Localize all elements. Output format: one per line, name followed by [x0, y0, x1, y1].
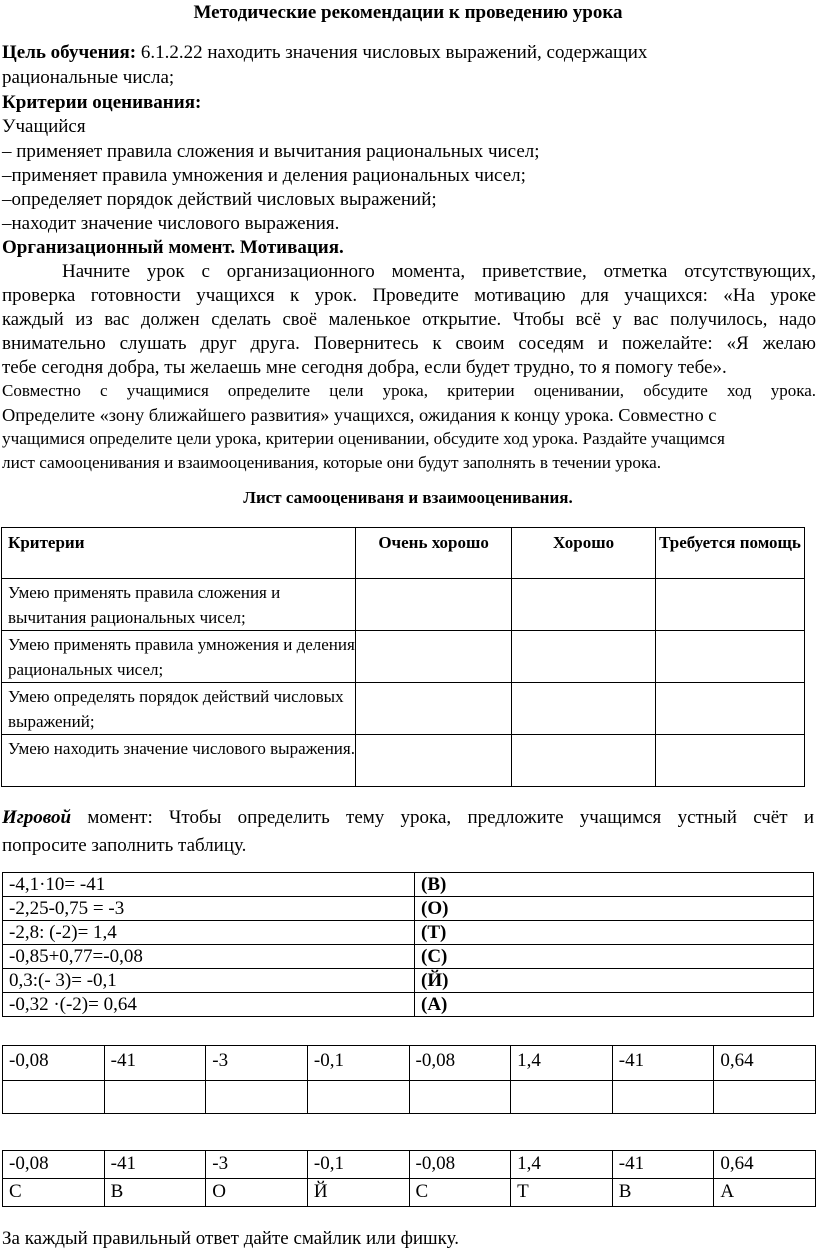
- criterion-cell: Умею находить значение числового выражения.: [2, 735, 356, 787]
- letter-cell: (Й): [415, 969, 814, 993]
- letter-cell: С: [3, 1179, 105, 1207]
- checkbox-cell[interactable]: [356, 631, 512, 683]
- letter-input-cell[interactable]: [307, 1081, 409, 1114]
- header-cell: Критерии: [2, 528, 356, 579]
- value-cell: -0,08: [3, 1151, 105, 1179]
- letter-cell: (Т): [415, 921, 814, 945]
- goal-line-2: рациональные числа;: [2, 67, 175, 88]
- value-cell: 1,4: [511, 1046, 613, 1081]
- header-cell: Хорошо: [512, 528, 656, 579]
- letters-row: [3, 1179, 816, 1207]
- letter-cell: (О): [415, 897, 814, 921]
- letter-input-cell[interactable]: [104, 1081, 206, 1114]
- answer-grid-empty: [2, 1045, 816, 1114]
- org-paragraph-line: Определите «зону ближайшего развития» учащихся, ожидания к концу урока. Совместно с: [2, 405, 717, 425]
- checkbox-cell[interactable]: [656, 735, 805, 787]
- exercise-table: [2, 872, 814, 1017]
- value-cell: -3: [206, 1046, 308, 1081]
- sheet-title: Лист самоoцениваня и взаимооценивания.: [243, 488, 573, 507]
- checkbox-cell[interactable]: [356, 579, 512, 631]
- org-paragraph-line: внимательно слушать друг друга. Повернитесь к своим соседям и пожелайте: «Я желаю: [2, 333, 816, 354]
- value-cell: -41: [612, 1046, 714, 1081]
- checkbox-cell[interactable]: [512, 683, 656, 735]
- table-row: [3, 873, 814, 897]
- criterion-cell: Умею применять правила умножения и деления рациональных чисел;: [2, 631, 356, 683]
- org-paragraph-line: Совместно с учащимися определите цели урока, критерии оценивании, обсудите ход урока.: [2, 381, 816, 400]
- page-title: Методические рекомендации к проведению урока: [193, 2, 623, 23]
- values-row: [3, 1046, 816, 1081]
- criteria-item: –находит значение числового выражения.: [2, 213, 340, 234]
- org-paragraph-line: каждый из вас должен сделать своё маленькое открытие. Чтобы всё у вас получилось, надо: [2, 309, 816, 330]
- value-cell: -0,08: [409, 1046, 511, 1081]
- goal-text: 6.1.2.22 находить значения числовых выражений, содержащих: [136, 42, 648, 63]
- letter-cell: В: [612, 1179, 714, 1207]
- letter-cell: (А): [415, 993, 814, 1017]
- letter-input-cell[interactable]: [3, 1081, 105, 1114]
- checkbox-cell[interactable]: [512, 735, 656, 787]
- checkbox-cell[interactable]: [512, 579, 656, 631]
- self-assessment-table: [1, 527, 805, 787]
- game-text: момент: Чтобы определить тему урока, предложите учащимся устный счёт и: [71, 807, 814, 828]
- letters-row: [3, 1081, 816, 1114]
- letter-cell: Т: [511, 1179, 613, 1207]
- checkbox-cell[interactable]: [356, 683, 512, 735]
- expression-cell: -2,25-0,75 = -3: [3, 897, 415, 921]
- value-cell: -3: [206, 1151, 308, 1179]
- org-paragraph-line: проверка готовности учащихся к урок. Проведите мотивацию для учащихся: «На уроке: [2, 285, 816, 306]
- game-line-2: попросите заполнить таблицу.: [2, 835, 247, 856]
- letter-input-cell[interactable]: [714, 1081, 816, 1114]
- letter-cell: А: [714, 1179, 816, 1207]
- letter-input-cell[interactable]: [612, 1081, 714, 1114]
- goal-line: [2, 42, 647, 64]
- org-paragraph-line: Начните урок с организационного момента, приветствие, отметка отсутствующих,: [62, 261, 816, 282]
- checkbox-cell[interactable]: [512, 631, 656, 683]
- footer-note: За каждый правильный ответ дайте смайлик или фишку.: [2, 1228, 459, 1249]
- table-row: [3, 945, 814, 969]
- game-line: [2, 804, 814, 832]
- value-cell: 1,4: [511, 1151, 613, 1179]
- value-cell: 0,64: [714, 1151, 816, 1179]
- student-label: Учащийся: [2, 116, 86, 137]
- table-row: [2, 631, 805, 683]
- value-cell: -41: [104, 1046, 206, 1081]
- letter-cell: Й: [307, 1179, 409, 1207]
- criteria-heading: Критерии оценивания:: [2, 92, 202, 113]
- checkbox-cell[interactable]: [656, 631, 805, 683]
- game-label: Игровой: [2, 807, 72, 828]
- letter-input-cell[interactable]: [409, 1081, 511, 1114]
- answer-grid-filled: [2, 1150, 816, 1207]
- value-cell: -0,08: [409, 1151, 511, 1179]
- letter-input-cell[interactable]: [511, 1081, 613, 1114]
- letter-cell: (С): [415, 945, 814, 969]
- expression-cell: -0,85+0,77=-0,08: [3, 945, 415, 969]
- letter-cell: О: [206, 1179, 308, 1207]
- header-cell: Очень хорошо: [356, 528, 512, 579]
- letter-input-cell[interactable]: [206, 1081, 308, 1114]
- expression-cell: -0,32 ·(-2)= 0,64: [3, 993, 415, 1017]
- value-cell: -41: [612, 1151, 714, 1179]
- table-header-row: [2, 528, 805, 579]
- game-paragraph: [2, 804, 814, 860]
- value-cell: -0,1: [307, 1046, 409, 1081]
- value-cell: -0,08: [3, 1046, 105, 1081]
- header-cell: Требуется помощь: [656, 528, 805, 579]
- checkbox-cell[interactable]: [656, 683, 805, 735]
- org-paragraph-line: лист самооценивания и взаимооценивания, которые они будут заполнять в течении урока.: [2, 453, 661, 472]
- checkbox-cell[interactable]: [656, 579, 805, 631]
- value-cell: -41: [104, 1151, 206, 1179]
- table-row: [3, 969, 814, 993]
- letter-cell: В: [104, 1179, 206, 1207]
- values-row: [3, 1151, 816, 1179]
- org-paragraph-line: учащимися определите цели урока, критерии оценивании, обсудите ход урока. Раздайте учащимся: [2, 429, 725, 448]
- criterion-cell: Умею применять правила сложения и вычитания рациональных чисел;: [2, 579, 356, 631]
- value-cell: -0,1: [307, 1151, 409, 1179]
- criteria-item: –применяет правила умножения и деления рациональных чисел;: [2, 165, 526, 186]
- org-heading: Организационный момент. Мотивация.: [2, 237, 344, 258]
- goal-label: Цель обучения:: [2, 42, 137, 63]
- table-row: [3, 993, 814, 1017]
- table-row: [2, 735, 805, 787]
- letter-cell: (В): [415, 873, 814, 897]
- org-paragraph-line: тебе сегодня добра, ты желаешь мне сегодня добра, если будет трудно, то я помогу тебе».: [2, 357, 727, 378]
- table-row: [2, 683, 805, 735]
- criterion-cell: Умею определять порядок действий числовых выражений;: [2, 683, 356, 735]
- criteria-item: –определяет порядок действий числовых выражений;: [2, 189, 437, 210]
- checkbox-cell[interactable]: [356, 735, 512, 787]
- expression-cell: -4,1·10= -41: [3, 873, 415, 897]
- letter-cell: С: [409, 1179, 511, 1207]
- table-row: [3, 921, 814, 945]
- criteria-item: – применяет правила сложения и вычитания рациональных чисел;: [2, 141, 540, 162]
- table-row: [2, 579, 805, 631]
- expression-cell: 0,3:(- 3)= -0,1: [3, 969, 415, 993]
- table-row: [3, 897, 814, 921]
- expression-cell: -2,8: (-2)= 1,4: [3, 921, 415, 945]
- value-cell: 0,64: [714, 1046, 816, 1081]
